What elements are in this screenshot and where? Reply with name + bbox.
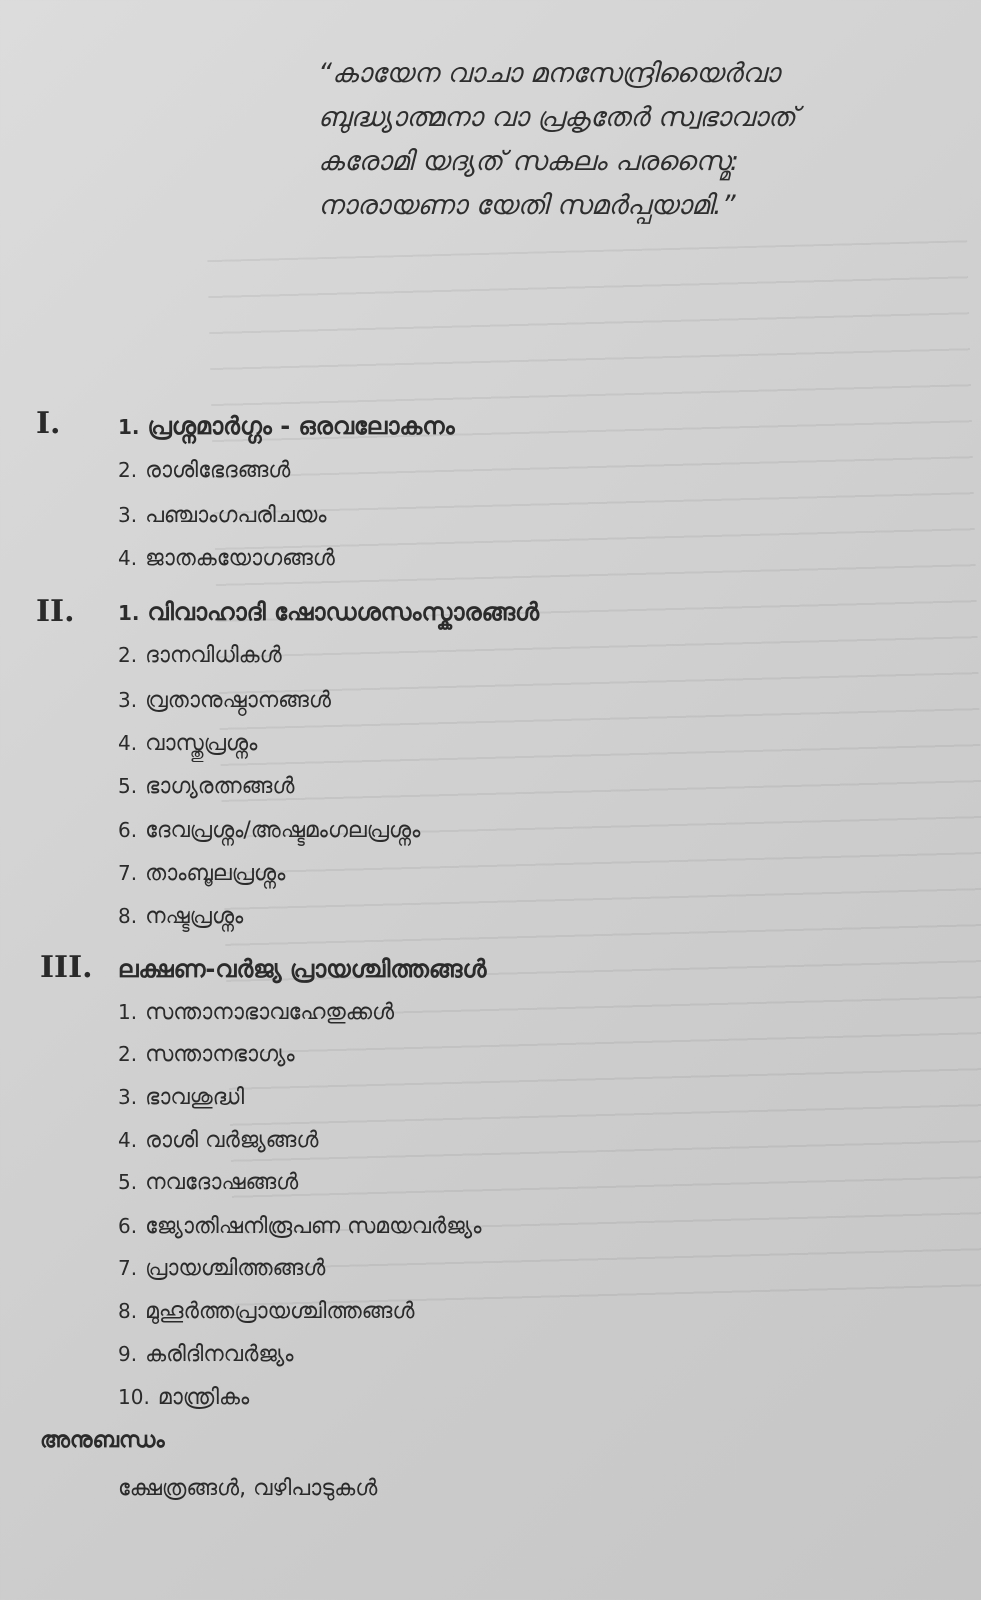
entry-number: 8. xyxy=(118,904,138,928)
toc-entry xyxy=(118,1385,249,1410)
toc-entry xyxy=(118,904,243,929)
entry-label: നവദോഷങ്ങൾ xyxy=(145,1170,299,1195)
entry-number: 7. xyxy=(118,861,138,885)
toc-entry xyxy=(118,643,282,668)
entry-label: നഷ്ടപ്രശ്നം xyxy=(145,904,244,929)
entry-number: 1. xyxy=(118,601,140,625)
toc-entry xyxy=(118,412,455,440)
toc-entry xyxy=(118,1000,394,1025)
entry-label: സന്താനഭാഗ്യം xyxy=(145,1042,295,1067)
entry-number: 2. xyxy=(118,458,138,482)
toc-entry xyxy=(118,1214,481,1239)
entry-label: വ്രതാനുഷ്ഠാനങ്ങൾ xyxy=(145,688,331,713)
entry-number: 3. xyxy=(118,503,138,527)
toc-entry xyxy=(118,1342,293,1367)
toc-entry xyxy=(118,688,331,713)
entry-label: ജാതകയോഗങ്ങൾ xyxy=(145,546,335,571)
toc-entry xyxy=(118,1085,244,1110)
entry-label: ഭാഗ്യരത്നങ്ങൾ xyxy=(145,774,295,799)
appendix-title: അനുബന്ധം xyxy=(40,1428,165,1453)
entry-number: 2. xyxy=(118,1042,138,1066)
entry-label: മാന്ത്രികം xyxy=(157,1385,250,1410)
toc-entry xyxy=(118,818,420,843)
entry-label: പ്രായശ്ചിത്തങ്ങൾ xyxy=(145,1256,326,1281)
entry-label: വിവാഹാദി ഷോഡശസംസ്കാരങ്ങൾ xyxy=(147,598,540,626)
entry-number: 6. xyxy=(118,818,138,842)
toc-entry xyxy=(118,1042,295,1067)
toc-entry xyxy=(118,1256,325,1281)
toc-section-heading: ലക്ഷണ-വർജ്യ പ്രായശ്ചിത്തങ്ങൾ xyxy=(118,955,487,983)
entry-label: ഭാവശുദ്ധി xyxy=(145,1085,245,1110)
toc-entry xyxy=(118,1170,298,1195)
entry-label: പഞ്ചാംഗപരിചയം xyxy=(145,503,327,528)
entry-number: 3. xyxy=(118,688,138,712)
toc-entry xyxy=(118,774,294,799)
verse-line: “കായേന വാചാ മനസേന്ദ്രിയൈർവാ xyxy=(318,58,780,89)
toc-entry xyxy=(118,458,290,483)
entry-label: താംബൂലപ്രശ്നം xyxy=(145,861,286,886)
section-numeral: I. xyxy=(36,406,61,441)
verse-line: ബുദ്ധ്യാത്മനാ വാ പ്രകൃതേർ സ്വഭാവാത് xyxy=(318,102,796,133)
section-numeral: III. xyxy=(40,950,93,985)
entry-label: ദാനവിധികൾ xyxy=(145,643,282,668)
entry-number: 7. xyxy=(118,1256,138,1280)
entry-label: രാശിഭേദങ്ങൾ xyxy=(145,458,291,483)
toc-entry xyxy=(118,731,257,756)
entry-number: 10. xyxy=(118,1385,150,1409)
appendix-entry: ക്ഷേത്രങ്ങൾ, വഴിപാടുകൾ xyxy=(118,1476,378,1501)
entry-number: 4. xyxy=(118,731,138,755)
entry-label: കരിദിനവർജ്യം xyxy=(145,1342,294,1367)
entry-label: രാശി വർജ്യങ്ങൾ xyxy=(145,1128,319,1153)
entry-label: പ്രശ്നമാർഗ്ഗം - ഒരവലോകനം xyxy=(147,412,455,440)
toc-entry xyxy=(118,1299,414,1324)
toc-entry xyxy=(118,1128,318,1153)
entry-label: ജ്യോതിഷനിരൂപണ സമയവർജ്യം xyxy=(145,1214,482,1239)
entry-number: 4. xyxy=(118,546,138,570)
entry-number: 3. xyxy=(118,1085,138,1109)
entry-number: 8. xyxy=(118,1299,138,1323)
entry-number: 2. xyxy=(118,643,138,667)
entry-label: വാസ്തുപ്രശ്നം xyxy=(145,731,258,756)
entry-number: 5. xyxy=(118,774,138,798)
verse-line: നാരായണാ യേതി സമർപ്പയാമി.” xyxy=(318,190,736,221)
section-numeral: II. xyxy=(36,594,75,629)
entry-label: മുഹൂർത്തപ്രായശ്ചിത്തങ്ങൾ xyxy=(145,1299,415,1324)
entry-number: 1. xyxy=(118,1000,138,1024)
toc-entry xyxy=(118,503,327,528)
toc-entry xyxy=(118,546,335,571)
toc-entry xyxy=(118,598,539,626)
entry-label: സന്താനാഭാവഹേതുക്കൾ xyxy=(145,1000,395,1025)
entry-number: 1. xyxy=(118,415,140,439)
entry-number: 6. xyxy=(118,1214,138,1238)
entry-label: ദേവപ്രശ്നം/അഷ്ടമംഗലപ്രശ്നം xyxy=(145,818,421,843)
entry-number: 9. xyxy=(118,1342,138,1366)
entry-number: 4. xyxy=(118,1128,138,1152)
verse-line: കരോമി യദ്യത് സകലം പരസ്മൈ: xyxy=(318,146,740,177)
toc-entry xyxy=(118,861,285,886)
entry-number: 5. xyxy=(118,1170,138,1194)
